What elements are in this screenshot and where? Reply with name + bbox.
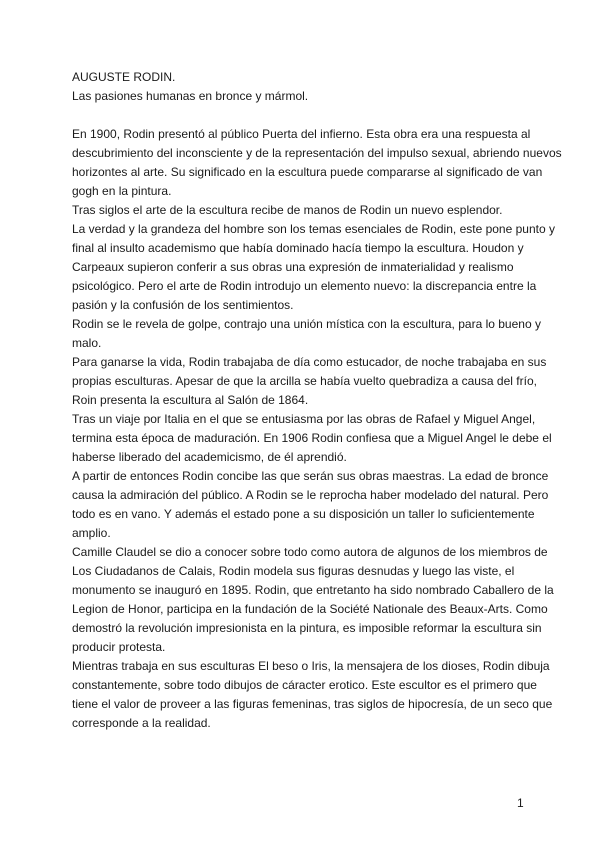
page-number: 1 [517,796,524,810]
text-line: Camille Claudel se dio a conocer sobre todo como autora de algunos de los miembros de [72,545,548,559]
text-line: Tras un viaje por Italia en el que se entusiasma por las obras de Rafael y Miguel Angel, [72,412,536,426]
text-line: Carpeaux supieron conferir a sus obras una expresión de inmaterialidad y realismo [72,260,514,274]
text-line: Legion de Honor, participa en la fundación de la Société Nationale des Beaux-Arts. Como [72,602,548,616]
text-line: malo. [72,336,102,350]
text-line: constantemente, sobre todo dibujos de cáracter erotico. Este escultor es el primero que [72,678,537,692]
text-line: amplio. [72,526,111,540]
text-line: Rodin se le revela de golpe, contrajo una unión mística con la escultura, para lo bueno y [72,317,541,331]
text-line: pasión y la confusión de los sentimientos. [72,298,294,312]
text-line: demostró la revolución impresionista en la pintura, es imposible reformar la escultura sin [72,621,542,635]
text-line: monumento se inauguró en 1895. Rodin, que entretanto ha sido nombrado Caballero de la [72,583,554,597]
text-line: todo es en vano. Y además el estado pone a su disposición un taller lo suficientemente [72,507,535,521]
text-line: gogh en la pintura. [72,184,172,198]
text-line: Los Ciudadanos de Calais, Rodin modela sus figuras desnudas y luego las viste, el [72,564,515,578]
text-line: horizontes al arte. Su significado en la escultura puede compararse al significado de van [72,165,543,179]
text-line: La verdad y la grandeza del hombre son los temas esenciales de Rodin, este pone punto y [72,222,555,236]
text-line: psicológico. Pero el arte de Rodin introdujo un elemento nuevo: la discrepancia entre la [72,279,537,293]
document-body [72,68,562,733]
text-line: causa la admiración del público. A Rodin se le reprocha haber modelado del natural. Pero [72,488,549,502]
text-line: En 1900, Rodin presentó al público Puerta del infierno. Esta obra era una respuesta al [72,127,531,141]
text-line: A partir de entonces Rodin concibe las que serán sus obras maestras. La edad de bronce [72,469,549,483]
text-line: Tras siglos el arte de la escultura recibe de manos de Rodin un nuevo esplendor. [72,203,503,217]
text-line: descubrimiento del inconsciente y de la representación del impulso sexual, abriendo nuevos [72,146,562,160]
text-line: termina esta época de maduración. En 1906 Rodin confiesa que a Miguel Angel le debe el [72,431,552,445]
text-line: Mientras trabaja en sus esculturas El beso o Iris, la mensajera de los dioses, Rodin dibuja [72,659,550,673]
document-title: AUGUSTE RODIN. [72,70,176,84]
text-line: final al insulto academismo que había dominado hacía tiempo la escultura. Houdon y [72,241,524,255]
text-line: Para ganarse la vida, Rodin trabajaba de día como estucador, de noche trabajaba en sus [72,355,547,369]
blank-line [72,106,532,125]
text-line: haberse liberado del academicismo, de él aprendió. [72,450,347,464]
text-line: Roin presenta la escultura al Salón de 1864. [72,393,309,407]
text-line: producir protesta. [72,640,166,654]
text-line: propias esculturas. Apesar de que la arcilla se había vuelto quebradiza a causa del frío, [72,374,537,388]
text-block [72,125,562,733]
text-line: tiene el valor de proveer a las figuras femeninas, tras siglos de hipocresía, de un seco que [72,697,553,711]
text-line: corresponde a la realidad. [72,716,211,730]
document-subtitle: Las pasiones humanas en bronce y mármol. [72,89,309,103]
